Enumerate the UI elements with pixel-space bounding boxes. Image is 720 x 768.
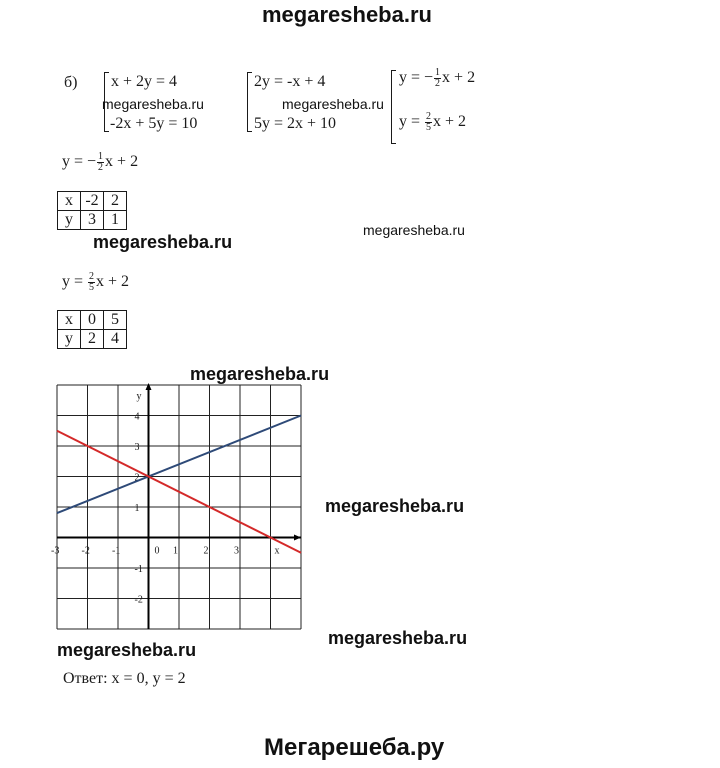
y-tick-label: 3 <box>134 442 140 453</box>
table-cell: 2 <box>81 330 104 349</box>
line2-value-table <box>57 310 127 349</box>
table-header-cell: y <box>58 211 81 230</box>
line1-formula: y = − $\frac{1}{2}$ x + 2 <box>62 151 139 173</box>
table-header-cell: x <box>58 192 81 211</box>
table-row <box>58 311 127 330</box>
table-cell: 5 <box>104 311 127 330</box>
answer-text: Ответ: x = 0, y = 2 <box>63 670 186 687</box>
table-cell: 3 <box>81 211 104 230</box>
fraction: $\frac{2}{5}$ <box>89 271 95 293</box>
watermark: megaresheba.ru <box>102 96 204 112</box>
y-axis-label: y <box>136 391 142 402</box>
fraction: $\frac{2}{5}$ <box>426 111 432 133</box>
x-axis-arrow <box>294 535 301 541</box>
y-tick-label: -2 <box>134 594 143 606</box>
line2-formula: y = $\frac{2}{5}$ x + 2 <box>62 271 130 293</box>
system2-eq2: 5y = 2x + 10 <box>254 115 337 132</box>
x-tick-label: -3 <box>51 545 60 557</box>
table-row <box>58 192 127 211</box>
y-tick-label: -1 <box>134 564 143 575</box>
watermark: megaresheba.ru <box>93 232 233 252</box>
system3-eq1: y = − $\frac{1}{2}$ x + 2 <box>399 67 476 89</box>
table-cell: 2 <box>104 192 127 211</box>
table-row <box>58 211 127 230</box>
x-tick-label: 1 <box>173 545 178 557</box>
system3-brace <box>391 70 396 144</box>
fraction: $\frac{1}{2}$ <box>98 151 104 173</box>
graph <box>52 380 312 650</box>
part-label: б) <box>64 74 78 91</box>
watermark: megaresheba.ru <box>325 496 465 516</box>
table-header-cell: x <box>58 311 81 330</box>
table-header-cell: y <box>58 330 81 349</box>
table-cell: 4 <box>104 330 127 349</box>
y-tick-label: 4 <box>134 411 140 423</box>
watermark: megaresheba.ru <box>363 222 465 238</box>
system1-eq2: -2x + 5y = 10 <box>110 115 198 132</box>
watermark: megaresheba.ru <box>57 640 197 660</box>
x-tick-label: 0 <box>154 545 160 557</box>
footer-watermark: Мегарешеба.ру <box>264 734 445 761</box>
table-cell: -2 <box>81 192 104 211</box>
x-tick-label: 2 <box>203 545 209 557</box>
x-tick-label: -1 <box>112 545 121 557</box>
system3-eq2: y = $\frac{2}{5}$ x + 2 <box>399 111 467 133</box>
x-tick-label: -2 <box>81 545 90 557</box>
header-watermark: megaresheba.ru <box>262 2 432 27</box>
y-axis-arrow <box>146 383 152 390</box>
x-tick-label: 3 <box>234 545 239 557</box>
watermark: megaresheba.ru <box>328 628 468 648</box>
table-cell: 0 <box>81 311 104 330</box>
table-cell: 1 <box>104 211 127 230</box>
line1-value-table <box>57 191 127 230</box>
y-tick-label: 1 <box>134 503 140 514</box>
watermark: megaresheba.ru <box>282 96 384 112</box>
system2-eq1: 2y = -x + 4 <box>254 73 326 90</box>
fraction: $\frac{1}{2}$ <box>435 67 441 89</box>
table-row <box>58 330 127 349</box>
x-axis-label: x <box>274 545 280 557</box>
y-tick-label: 2 <box>134 472 140 484</box>
system2-brace <box>247 72 252 132</box>
system1-eq1: x + 2y = 4 <box>111 73 178 90</box>
watermark: megaresheba.ru <box>190 364 330 384</box>
